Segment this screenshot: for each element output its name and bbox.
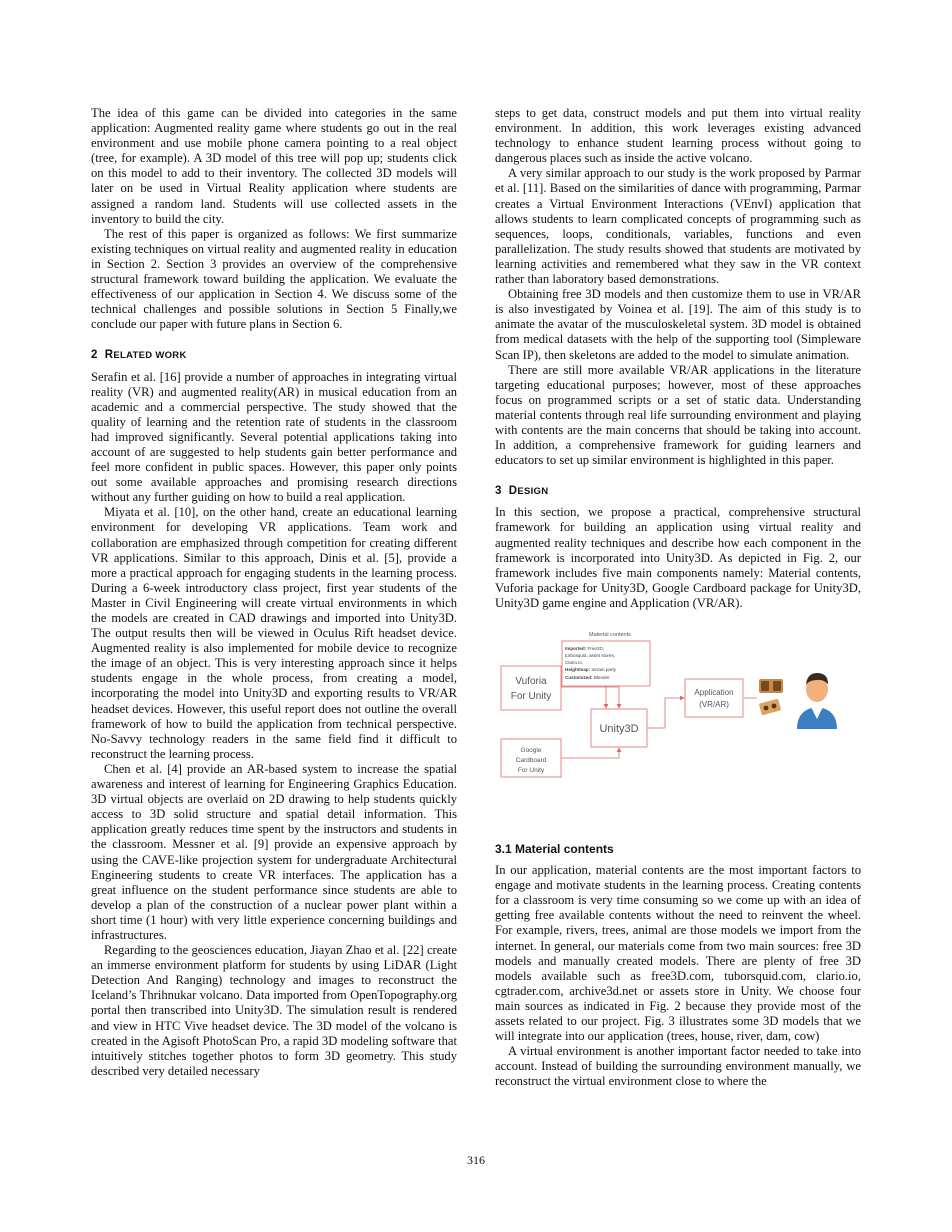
cardboard-viewer-icon	[759, 699, 781, 716]
paragraph: A virtual environment is another important factor needed to take into account. Instead of building the surrounding environment manually, we reconstruct the virtual environment close to where the	[495, 1044, 861, 1089]
paragraph: Regarding to the geosciences education, Jiayan Zhao et al. [22] create an immerse environment platform for students by using LiDAR (Light Detection And Ranging) technology and images to reconstruct the Iceland’s Thrihnukar volcano. Data imported from OpenTopography.org portal then transcribed into Unity3D. The simulation result is rendered and view in HTC Vive headset device. The 3D model of the volcano is created in the Agisoft PhotoScan Pro, a rapid 3D modeling software that intuitively stitches together photos to form 3D geometry. This study described very detailed necessary	[91, 943, 457, 1078]
arrow-unity-application	[647, 698, 684, 728]
paragraph: The rest of this paper is organized as follows: We first summarize existing techniques on virtual reality and augmented reality in education in Section 2. Section 3 provides an overview of the comprehensive structural framework toward building the application. We evaluate the effectiveness of our application in Section 4. We discuss some of the technical challenges and possible solutions in Section 5 Finally,we conclude our paper with future plans in Section 6.	[91, 226, 457, 332]
material-line-3: Clario.io,	[565, 660, 584, 665]
paragraph: Serafin et al. [16] provide a number of approaches in integrating virtual reality (VR) and augmented reality(AR) in musical education from an academic and a commercial perspective. The study showed that the quality of learning and the retention rate of students in the classroom had improved significantly. Several potential applications taking into account of are suggested to help students gain better performance and feel more confident in public spaces. However, this paper only points out some available approaches and promising research directions without any further guiding on how to build a real application.	[91, 369, 457, 505]
google-label-2: Cardboard	[515, 757, 547, 764]
paragraph: A very similar approach to our study is the work proposed by Parmar et al. [11]. Based on the similarities of dance with programming, Parmar creates a Virtual Environment Interactions (VEnvI) application that allows students to learn complicated concepts of programming such as sequences, loops, conditionals, variables, functions and even parallelization. The study results showed that students are motivated by learning activities and remembered what they saw in the VR context rather than laboratory based demonstrations.	[495, 166, 861, 287]
material-line-2: turbosquid, asset stores,	[565, 653, 616, 658]
application-label-2: (VR/AR)	[699, 700, 729, 709]
application-label-1: Application	[694, 688, 734, 697]
paragraph: In this section, we propose a practical, comprehensive structural framework for building an application using virtual reality and augmented reality techniques and describe how each component in the framework is incorporated into Unity3D. As depicted in Fig. 2, our framework includes five main components namely: Material contents, Vuforia package for Unity3D, Google Cardboard package for Unity3D, Unity3D game engine and Application (VR/AR).	[495, 505, 861, 610]
section-title-rest: ELATED WORK	[113, 350, 187, 362]
paragraph: The idea of this game can be divided into categories in the same application: Augmented reality game where students go out in the real environment and use mobile phone camera pointing to a real object (tree, for example). A 3D model of this tree will pop up; students click on this model to add to their inventory. The collected 3D models will later on be used in Virtual Reality application where students are assigned a random land. Students will use collected assets in the inventory to build the city.	[91, 106, 457, 226]
unity3d-label: Unity3D	[599, 723, 639, 735]
vuforia-label-1: Vuforia	[515, 676, 547, 687]
paragraph: In our application, material contents are the most important factors to engage and motivate students in the learning process. Creating contents for a classroom is very time consuming so we come up with an idea of getting free available contents without the need to reinvent the wheel. For example, rivers, trees, animal are those models we import from the internet. In general, our materials come from two main sources: free 3D models and manually created models. There are plenty of free 3D models available such as free3D.com, tuborsquid.com, clario.io, cgtrader.com, archive3d.net or assets store in Unity. We choose four main sources as indicated in Fig. 2 because they provide most of the assets related to our project. Fig. 3 illustrates some 3D models that we will integrate into our application (trees, house, river, dam, cow)	[495, 863, 861, 1044]
section-title-initial: D	[508, 485, 518, 498]
paragraph: Chen et al. [4] provide an AR-based system to increase the spatial awareness and interest of learning for Engineering Graphics Education. 3D virtual objects are overlaid on 2D drawing to help students quickly access to 3D solid structure and spatial detail information. This application greatly reduces time spent by the instructors and students in the classroom. Messner et al. [9] provide an expensive approach by using the CAVE-like projection system for undergraduate Architectural Engineering students to create VR interfaces. The application has a great influence on the student performance since students are able to develop a plan of the construction of a nuclear power plant within a short time (1 hour) with very little experience concerning buildings and infrastructures.	[91, 761, 457, 942]
section-heading-design	[495, 484, 861, 499]
subsection-heading-material-contents: 3.1 Material contents	[495, 842, 614, 856]
material-line-4: Heightmap: terrain.party	[565, 667, 617, 672]
framework-figure	[495, 621, 861, 826]
material-line-1: Imported: Free3D,	[565, 646, 605, 651]
paragraph: Miyata et al. [10], on the other hand, create an educational learning environment for developing VR applications. Team work and collaboration are emphasized through competition for creating different VR applications. Similar to this approach, Dinis et al. [5], provide a more a practical approach for engaging students in the learning process. During a 6-week introductory class project, first year students of the Master in Civil Engineering will create virtual environments in which the models are created in CAD drawings and imported into Unity3D. The output results then will be viewed in Oculus Rift headset device. Augmented reality is also implemented for mobile device to recognize the image of an object. This is very interesting approach since it helps students engage in the whole process, from creating a model, incorporating the model into Unity3D and exporting results to VR/AR headset devices. However, this useful report does not outline the overall framework of how to build the application from technical perspective. No-Savvy technology readers in the same field find it difficult to reconstruct the learning process.	[91, 505, 457, 761]
paragraph: steps to get data, construct models and put them into virtual reality environment. In addition, this work leverages existing advanced technology to enhance student learning process without going to dangerous places such as inside the active volcano.	[495, 106, 861, 166]
page-number: 316	[467, 1153, 485, 1167]
framework-diagram	[495, 621, 861, 826]
arrow-vuforia-unity	[561, 687, 619, 708]
user-avatar-icon	[797, 673, 837, 729]
arrow-google-unity	[561, 748, 619, 758]
section-title-rest: ESIGN	[517, 486, 549, 498]
material-line-5: Customized: Blender	[565, 675, 610, 680]
vuforia-label-2: For Unity	[510, 691, 552, 702]
section-number: 3	[495, 485, 502, 498]
application-box	[685, 679, 743, 717]
right-column	[495, 106, 861, 1090]
left-column	[91, 106, 457, 1079]
section-heading-related-work	[91, 348, 457, 363]
paragraph: There are still more available VR/AR applications in the literature targeting educational purposes; however, most of these approaches focus on programmed scripts or a set of static data. Understanding material contents through real life surrounding environment and playing with contents are the main concerns that should be taking into account. In addition, a comprehensive framework for guiding learners and educators to set up similar environment is highlighted in this paper.	[495, 362, 861, 468]
google-label-1: Google	[520, 747, 542, 754]
vr-headset-icon	[759, 679, 783, 693]
paragraph: Obtaining free 3D models and then customize them to use in VR/AR is also investigated by Voinea et al. [19]. The aim of this study is to animate the avatar of the musculoskeletal system. 3D model is obtained from medical datasets with the help of the supporting tool (Simpleware Scan IP), then skeletons are added to the model to simulate animation.	[495, 287, 861, 362]
vuforia-box	[501, 666, 561, 710]
section-title-initial: R	[104, 349, 114, 362]
section-number: 2	[91, 349, 98, 362]
material-contents-title: Material contents	[589, 632, 631, 638]
google-label-3: For Unity	[517, 767, 545, 774]
